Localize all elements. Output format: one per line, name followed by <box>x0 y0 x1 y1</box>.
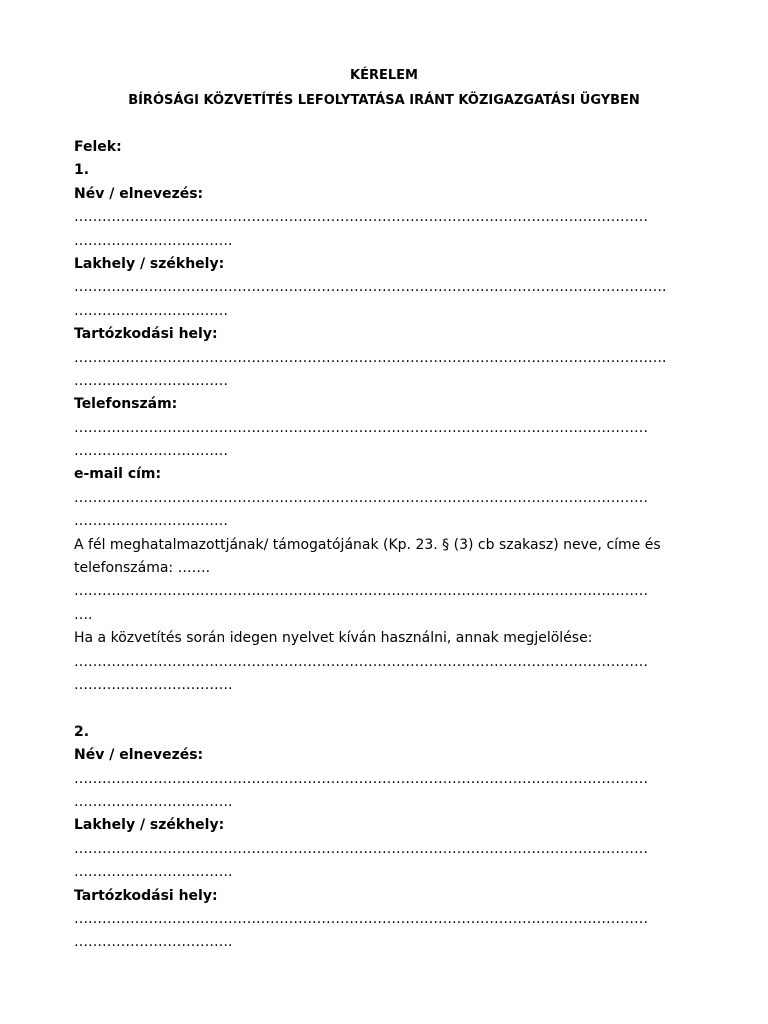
field-label: e-mail cím: <box>74 466 162 483</box>
fill-in-dotted-line: …………………………………………………………………………………………………………… <box>74 489 648 506</box>
field-label: Név / elnevezés: <box>74 747 204 764</box>
field-label: Telefonszám: <box>74 396 178 413</box>
blank-line <box>74 697 714 720</box>
field-label: Lakhely / székhely: <box>74 817 225 834</box>
fill-in-dotted-line: …………………………………………………………………………………………………………… <box>74 209 648 226</box>
form-text: Ha a közvetítés során idegen nyelvet kíván használni, annak megjelölése: <box>74 630 593 647</box>
form-body <box>74 136 714 955</box>
field-label: Lakhely / székhely: <box>74 255 225 272</box>
fill-in-dotted-line: ……………………………. <box>74 864 233 881</box>
fill-in-dotted-line: …………………………………………………………………………………………………………… <box>74 583 648 600</box>
field-label: 1. <box>74 162 90 179</box>
fill-in-dotted-line: …………………………………………………………………………………………………………… <box>74 770 648 787</box>
field-label: Felek: <box>74 139 122 155</box>
form-text: telefonszáma: ……. <box>74 560 211 577</box>
fill-in-dotted-line: ……………………………. <box>74 676 233 693</box>
fill-in-dotted-line: …………………………………………………………………………………………………………… <box>74 419 648 436</box>
fill-in-dotted-line: ……………………………. <box>74 793 233 810</box>
document-title: KÉRELEM <box>350 68 418 83</box>
fill-in-dotted-line: …………………………… <box>74 513 228 530</box>
fill-in-dotted-line: ……………………………. <box>74 232 233 249</box>
fill-in-dotted-line: …………………………………………………………………………………………………………… <box>74 653 648 670</box>
field-label: Tartózkodási hely: <box>74 326 218 343</box>
fill-in-dotted-line: …………………………………………………………………………………………………………… <box>74 910 648 927</box>
field-label: Tartózkodási hely: <box>74 887 218 904</box>
fill-in-dotted-line: …………………………… <box>74 372 228 389</box>
form-text: A fél meghatalmazottjának/ támogatójának (Kp. 23. § (3) cb szakasz) neve, címe és <box>74 536 661 553</box>
field-label: 2. <box>74 723 90 740</box>
document-subtitle: BÍRÓSÁGI KÖZVETÍTÉS LEFOLYTATÁSA IRÁNT KÖZIGAZGATÁSI ÜGYBEN <box>128 93 640 108</box>
fill-in-dotted-line: ………………………………………………………………………………………………………………. <box>74 349 667 366</box>
fill-in-dotted-line: …. <box>74 606 93 623</box>
fill-in-dotted-line: ………………………………………………………………………………………………………………. <box>74 279 667 296</box>
fill-in-dotted-line: …………………………… <box>74 302 228 319</box>
fill-in-dotted-line: ……………………………. <box>74 934 233 951</box>
fill-in-dotted-line: …………………………………………………………………………………………………………… <box>74 840 648 857</box>
fill-in-dotted-line: …………………………… <box>74 443 228 460</box>
field-label: Név / elnevezés: <box>74 185 204 202</box>
